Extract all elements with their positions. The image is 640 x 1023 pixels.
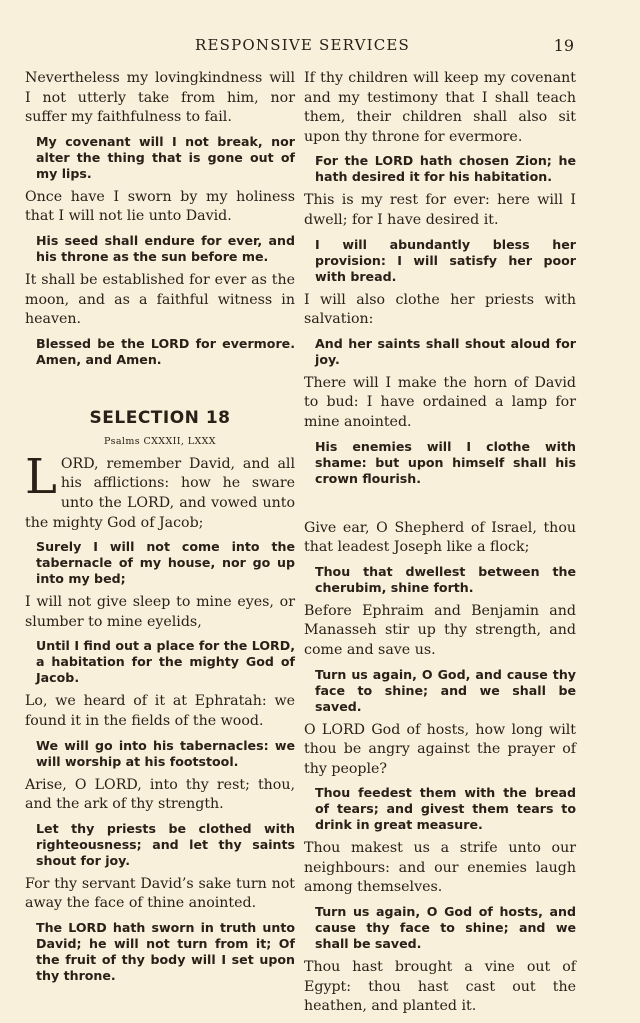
verse: O LORD God of hosts, how long wilt thou be angry against the prayer of thy people? [304,721,576,777]
response: Until I find out a place for the LORD, a habitation for the mighty God of Jacob. [36,638,295,686]
verse: There will I make the horn of David to bud: I have ordained a lamp for mine anointed. [304,374,576,430]
response: We will go into his tabernacles: we will worship at his footstool. [36,737,295,769]
verse: Before Ephraim and Benjamin and Manasseh stir up thy strength, and come and save us. [304,602,576,658]
paragraph-break [304,493,576,519]
response: His enemies will I clothe with shame: but upon himself shall his crown flourish. [315,438,576,486]
response: My covenant will I not break, nor alter the thing that is gone out of my lips. [36,133,295,181]
page-number: 19 [553,36,574,55]
response: Thou feedest them with the bread of tears; and givest them tears to drink in great measure. [315,785,576,833]
verse: Thou makest us a strife unto our neighbours: and our enemies laugh among themselves. [304,840,576,896]
response: For the LORD hath chosen Zion; he hath desired it for his habitation. [315,153,576,185]
response: Turn us again, O God, and cause thy face to shine; and we shall be saved. [315,666,576,714]
verse: This is my rest for ever: here will I dwell; for I have desired it. [304,192,576,228]
response: Thou that dwellest between the cherubim, shine forth. [315,563,576,595]
response: Blessed be the LORD for evermore. Amen, and Amen. [36,335,295,367]
response: His seed shall endure for ever, and his throne as the sun before me. [36,232,295,264]
selection-source: Psalms CXXXII, LXXX [104,435,216,447]
verse: I will also clothe her priests with salvation: [304,291,576,328]
verse: For thy servant David’s sake turn not away the face of thine anointed. [25,875,295,912]
response: Let thy priests be clothed with righteousness; and let thy saints shout for joy. [36,820,295,868]
selection-title: SELECTION 18 [89,407,231,428]
response: Turn us again, O God of hosts, and cause thy face to shine; and we shall be saved. [315,904,576,952]
first-verse-text: ORD, remember David, and all his afflictions: how he sware unto the LORD, and vowed unto the mighty God of Jacob; [25,455,295,531]
left-column [25,69,295,990]
response: I will abundantly bless her provision: I will satisfy her poor with bread. [315,236,576,284]
verse: It shall be established for ever as the moon, and as a faithful witness in heaven. [25,271,295,328]
left-top-verses [25,69,295,368]
verse: Give ear, O Shepherd of Israel, thou that leadest Joseph like a flock; [304,519,576,556]
response: The LORD hath sworn in truth unto David; he will not turn from it; Of the fruit of thy body will I set upon thy throne. [36,919,295,983]
verse: Arise, O LORD, into thy rest; thou, and the ark of thy strength. [25,776,295,813]
dropcap-letter: L [25,448,57,505]
first-verse [25,448,295,533]
right-column [304,69,576,1023]
verse: Nevertheless my lovingkindness will I not utterly take from him, nor suffer my faithfulness to fail. [25,70,295,126]
verse: Thou hast brought a vine out of Egypt: thou hast cast out the heathen, and planted it. [304,959,576,1015]
right-verses-b [304,519,576,1017]
page-header [0,36,640,56]
response: Surely I will not come into the tabernacle of my house, nor go up into my bed; [36,539,295,587]
running-title: RESPONSIVE SERVICES [195,36,411,54]
right-verses-a [304,69,576,487]
selection-verses [25,539,295,984]
verse: If thy children will keep my covenant and my testimony that I shall teach them, their children shall also sit upon thy throne for evermore. [304,70,576,145]
verse: Lo, we heard of it at Ephratah: we found it in the fields of the wood. [25,693,295,729]
verse: Once have I sworn by my holiness that I will not lie unto David. [25,188,295,225]
response: And her saints shall shout aloud for joy. [315,335,576,367]
verse: I will not give sleep to mine eyes, or slumber to mine eyelids, [25,594,295,630]
